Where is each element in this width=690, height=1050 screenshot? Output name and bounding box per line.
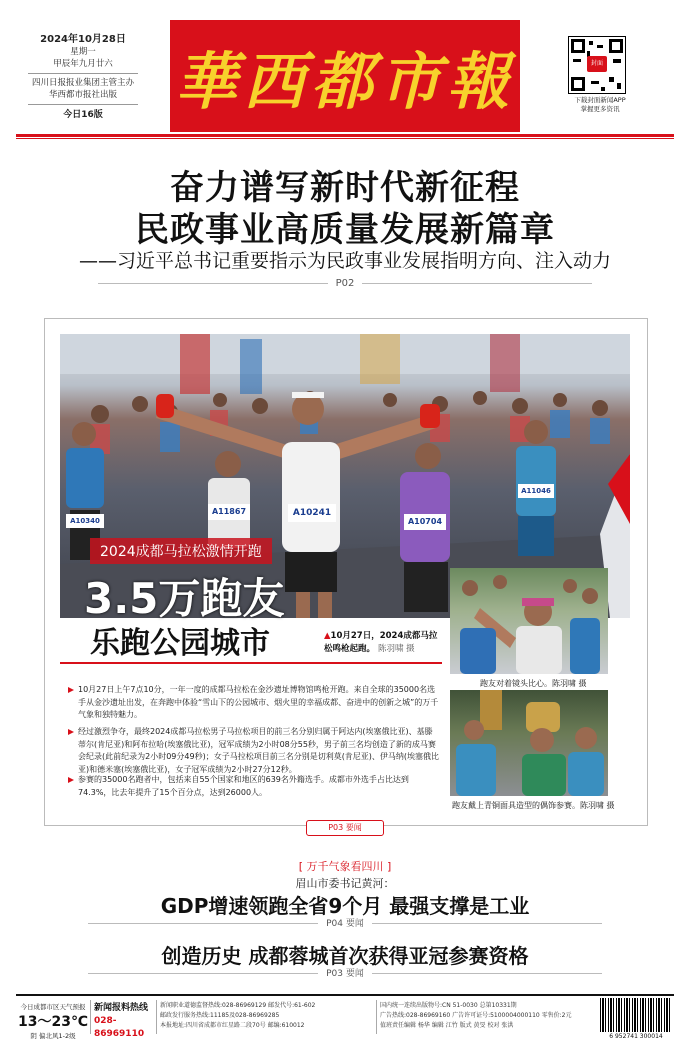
side-photo-caption-2: 跑友戴上青铜面具造型的偶饰参赛。陈羽啸 摄 [452, 801, 615, 810]
marathon-headline-1[interactable]: 3.5万跑友 [84, 574, 285, 623]
secondary-page-ref-label: P04 要闻 [326, 919, 364, 929]
publisher-line-1: 四川日报报业集团主管主办 [31, 78, 134, 88]
news-hotline [94, 1002, 154, 1041]
secondary-page-ref[interactable] [0, 916, 690, 929]
weather-description: 阴 偏北风1-2级 [30, 1032, 76, 1040]
secondary-headline[interactable]: GDP增速领跑全省9个月 最强支撑是工业 [160, 894, 530, 918]
weather-label: 今日成都市区天气预报 [20, 1003, 86, 1011]
app-download-line-2: 掌握更多资讯 [580, 105, 620, 113]
main-photo-credit: 陈羽啸 摄 [377, 644, 415, 654]
lead-page-ref[interactable] [0, 278, 690, 289]
lead-subheadline: ——习近平总书记重要指示为民政事业发展指明方向、注入动力 [78, 250, 611, 272]
runner-mask-illustration [450, 690, 608, 796]
divider [28, 73, 138, 74]
footer-info-block [160, 1001, 374, 1031]
race-bib: A10340 [66, 514, 104, 528]
article-paragraph: 参赛的35000名跑者中，包括来自55个国家和地区的639名外籍选手。成都市外选手占比达到74.3%，比去年提升了15个百分点，达到26000人。 [78, 774, 440, 799]
side-photo-caption-1: 跑友对着镜头比心。陈羽啸 摄 [480, 679, 587, 688]
newspaper-logo [170, 20, 520, 132]
tertiary-page-ref[interactable] [0, 966, 690, 979]
footer-info-line: 国内统一连续出版物号:CN 51-0030 总第10331期 [380, 1002, 517, 1009]
secondary-subkicker: 眉山市委书记黄河： [295, 877, 395, 890]
page-count: 今日16版 [63, 110, 103, 120]
app-download-text [560, 96, 640, 114]
hotline-label: 新闻报料热线 [94, 1003, 149, 1013]
footer-info-line: 新闻职业道德监督热线:028-86969129 邮发代号:61-602 [160, 1002, 316, 1009]
publisher-line-2: 华西都市报社出版 [48, 90, 117, 100]
lead-headline-1[interactable]: 奋力谱写新时代新征程 [170, 168, 520, 208]
newspaper-title: 華西都市報 [174, 44, 515, 118]
main-photo-caption: ▲10月27日，2024成都马拉松鸣枪起跑。 陈羽啸 摄 [324, 631, 438, 654]
issue-date: 2024年10月28日 [40, 34, 126, 45]
article-paragraph: 经过激烈争夺，最终2024成都马拉松男子马拉松项目的前三名分别归属于阿达内(埃塞俄比亚)、基滕蒂尔(肯尼亚)和阿布拉哈(埃塞俄比亚)，冠军成绩为2小时08分55秒，男子前三名均创造了新的成马赛会纪录(此前纪录为2小时09分49秒)；女子马拉松项目前三名分别是切利莫(肯尼亚)、伊马纳(埃塞俄比亚)和德米塞(埃塞俄比亚)，女子冠军成绩为2小时27分12秒。 [78, 726, 440, 776]
masthead-info [28, 34, 138, 121]
race-bib: A11867 [208, 504, 250, 520]
footer-info-line: 广告热线:028-86969160 广告许可证号:5100004000110 零售价:2元 [380, 1012, 572, 1019]
weather-temperature: 13～23℃ [18, 1014, 88, 1030]
article-paragraph: 10月27日上午7点10分，一年一度的成都马拉松在金沙遗址博物馆鸣枪开跑。来自全球的35000名选手从金沙遗址出发，在奔跑中体验“雪山下的公园城市、烟火里的幸福成都、奋进中的创新之城”的万千气象和独特魅力。 [78, 684, 440, 722]
footer-info-line: 邮政发行服务热线:11185及028-86969285 [160, 1012, 280, 1019]
app-download-line-1: 下载封面新闻APP [574, 96, 626, 104]
footer-info-block-2 [380, 1001, 596, 1031]
divider [28, 104, 138, 105]
column-kicker: [ 万千气象看四川 ] [298, 860, 392, 873]
race-bib: A10241 [288, 504, 336, 522]
footer-divider [156, 1000, 157, 1034]
app-badge: 封面 [587, 56, 607, 72]
barcode-number: 6 952741 300014 [609, 1033, 663, 1040]
side-photo-bronze-mask[interactable] [450, 690, 608, 796]
lead-headline-2[interactable]: 民政事业高质量发展新篇章 [135, 210, 555, 250]
race-bib: A10704 [404, 514, 446, 530]
footer-rule [16, 994, 674, 996]
issue-weekday: 星期一 [70, 47, 96, 57]
section-rule [60, 662, 442, 664]
tertiary-headline[interactable]: 创造历史 成都蓉城首次获得亚冠参赛资格 [161, 944, 529, 968]
marathon-page-ref[interactable]: P03 要闻 [306, 820, 384, 836]
marathon-headline-2[interactable]: 乐跑公园城市 [90, 626, 270, 661]
masthead-rule [16, 134, 674, 137]
marathon-tagline: 2024成都马拉松激情开跑 [90, 538, 272, 564]
weather-forecast [18, 1002, 88, 1040]
footer-divider [376, 1000, 377, 1034]
race-bib: A11046 [518, 484, 554, 498]
hotline-number[interactable]: 028-86969110 [94, 1016, 145, 1039]
barcode-icon [600, 998, 672, 1032]
lead-page-ref-label: P02 [335, 278, 355, 289]
main-photo-caption-text: 10月27日，2024成都马拉松鸣枪起跑。 [324, 631, 438, 654]
issue-lunar-date: 甲辰年九月廿六 [53, 59, 113, 69]
footer-info-line: 本报地址:四川省成都市红星路二段70号 邮编:610012 [160, 1022, 305, 1029]
tertiary-page-ref-label: P03 要闻 [326, 969, 364, 979]
runner-heart-illustration [450, 568, 608, 674]
footer-divider [90, 1000, 91, 1034]
masthead-rule-thin [16, 138, 674, 139]
side-photo-heart-gesture[interactable] [450, 568, 608, 674]
footer-info-line: 值班责任编辑 杨华 编辑 江竹 版式 黄旻 校对 张洪 [380, 1022, 514, 1029]
